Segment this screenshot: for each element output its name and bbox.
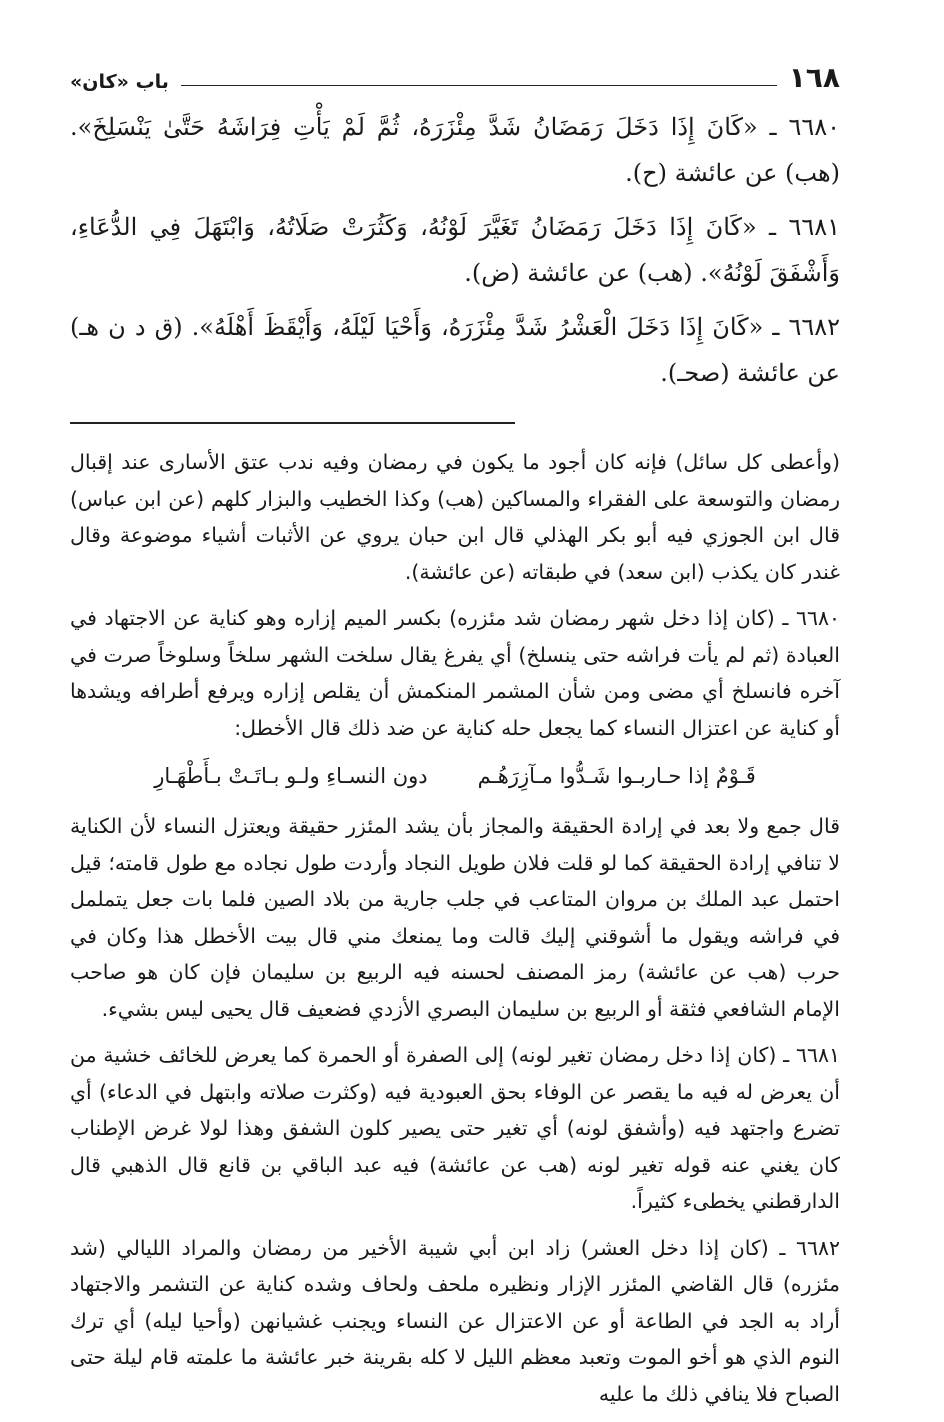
- hadith-6680: ٦٦٨٠ ـ «كَانَ إِذَا دَخَلَ رَمَضَانُ شَدَّ مِئْزَرَهُ، ثُمَّ لَمْ يَأْتِ فِرَاشَهُ حَتَّىٰ يَنْسَلِخَ». (هب) عن عائشة (ح).: [70, 113, 840, 187]
- footnote-divider: [70, 422, 515, 424]
- verse-second-hemistich: دون النسـاءِ ولـو بـاتَـتْ بـأَطْهَـارِ: [154, 764, 428, 788]
- page-number: ١٦٨: [788, 61, 840, 94]
- commentary-section: [70, 444, 840, 1412]
- header-rule: [181, 85, 777, 86]
- commentary-paragraph-6682: ٦٦٨٢ ـ (كان إذا دخل العشر) زاد ابن أبي شيبة الأخير من رمضان والمراد الليالي (شد مئزره) قال القاضي المئزر الإزار ونظيره ملحف ولحاف وشده كناية عن التشمر والاجتهاد أراد به الجد في الطاعة أو عن الاعتزال عن النساء ويجنب غشيانهن (وأحيا ليله) أي ترك النوم الذي هو أخو الموت وتعبد معظم الليل لا كله بقرينة خبر عائشة ما علمته قام ليلة حتى الصباح فلا ينافي ذلك ما عليه: [70, 1235, 840, 1406]
- hadith-6682: ٦٦٨٢ ـ «كَانَ إِذَا دَخَلَ الْعَشْرُ شَدَّ مِئْزَرَهُ، وَأَحْيَا لَيْلَهُ، وَأَيْقَظَ أَهْلَهُ». (ق د ن هـ) عن عائشة (صحـ).: [70, 313, 840, 387]
- poetry-verse: [70, 756, 840, 796]
- commentary-paragraph-6681: ٦٦٨١ ـ (كان إذا دخل رمضان تغير لونه) إلى الصفرة أو الحمرة كما يعرض للخائف خشية من أن يعرض له فيه ما يقصر عن الوفاء بحق العبودية فيه (وكثرت صلاته وابتهل في الدعاء) أي تضرع واجتهد فيه (وأشفق لونه) أي تغير حتى يصير كلون الشفق وهذا لولا غرض الإطناب كان يغني عنه قوله تغير لونه (هب عن عائشة) فيه عبد الباقي بن قانع قال الذهبي قال الدارقطني يخطىء كثيراً.: [70, 1043, 840, 1213]
- verse-first-hemistich: قَـوْمٌ إذا حـاربـوا شَـدُّوا مـآزِرَهُـم: [477, 764, 756, 788]
- commentary-paragraph-3: قال جمع ولا بعد في إرادة الحقيقة والمجاز بأن يشد المئزر حقيقة ويعتزل النساء لأن الكناية لا تنافي إرادة الحقيقة كما لو قلت فلان طويل النجاد وأردت طول نجاده مع طول قامته؛ قيل احتمل عبد الملك بن مروان المتاعب في جلب جارية من بلاد الصين فلما بات جعل يتململ في فراشه ويقول ما أشوقني إليك قالت وما يمنعك مني قال بيت الأخطل هذا وكان في حرب (هب عن عائشة) رمز المصنف لحسنه فيه الربيع بن سليمان فإن كان هو صاحب الإمام الشافعي فثقة أو الربيع بن سليمان البصري الأزدي فضعيف قال يحيى ليس بشيء.: [70, 814, 840, 1021]
- page-header: [70, 48, 840, 92]
- hadith-6681: ٦٦٨١ ـ «كَانَ إِذَا دَخَلَ رَمَضَانُ تَغَيَّرَ لَوْنُهُ، وَكَثُرَتْ صَلَاتُهُ، وَابْتَهَلَ فِي الدُّعَاءِ، وَأَشْفَقَ لَوْنُهُ». (هب) عن عائشة (ض).: [70, 213, 840, 287]
- book-page: [70, 48, 840, 1422]
- commentary-paragraph-6680: ٦٦٨٠ ـ (كان إذا دخل شهر رمضان شد مئزره) بكسر الميم إزاره وهو كناية عن الاجتهاد في العبادة (ثم لم يأت فراشه حتى ينسلخ) أي يفرغ يقال سلخت الشهر سلخاً وسلوخاً صرت في آخره فانسلخ أي مضى ومن شأن المشمر المنكمش أن يقلص إزاره ويرفع أطرافه ويشدها أو كناية عن اعتزال النساء كما يجعل حله كناية عن ضد ذلك قال الأخطل:: [70, 606, 840, 740]
- chapter-title: باب «كان»: [70, 71, 169, 93]
- commentary-paragraph-1: (وأعطى كل سائل) فإنه كان أجود ما يكون في رمضان وفيه ندب عتق الأسارى عند إقبال رمضان والتوسعة على الفقراء والمساكين (هب) وكذا الخطيب والبزار كلهم (عن ابن عباس) قال ابن الجوزي فيه أبو بكر الهذلي قال ابن حبان يروي عن الأثبات أشياء موضوعة وقال غندر كان يكذب (ابن سعد) في طبقاته (عن عائشة).: [70, 450, 840, 584]
